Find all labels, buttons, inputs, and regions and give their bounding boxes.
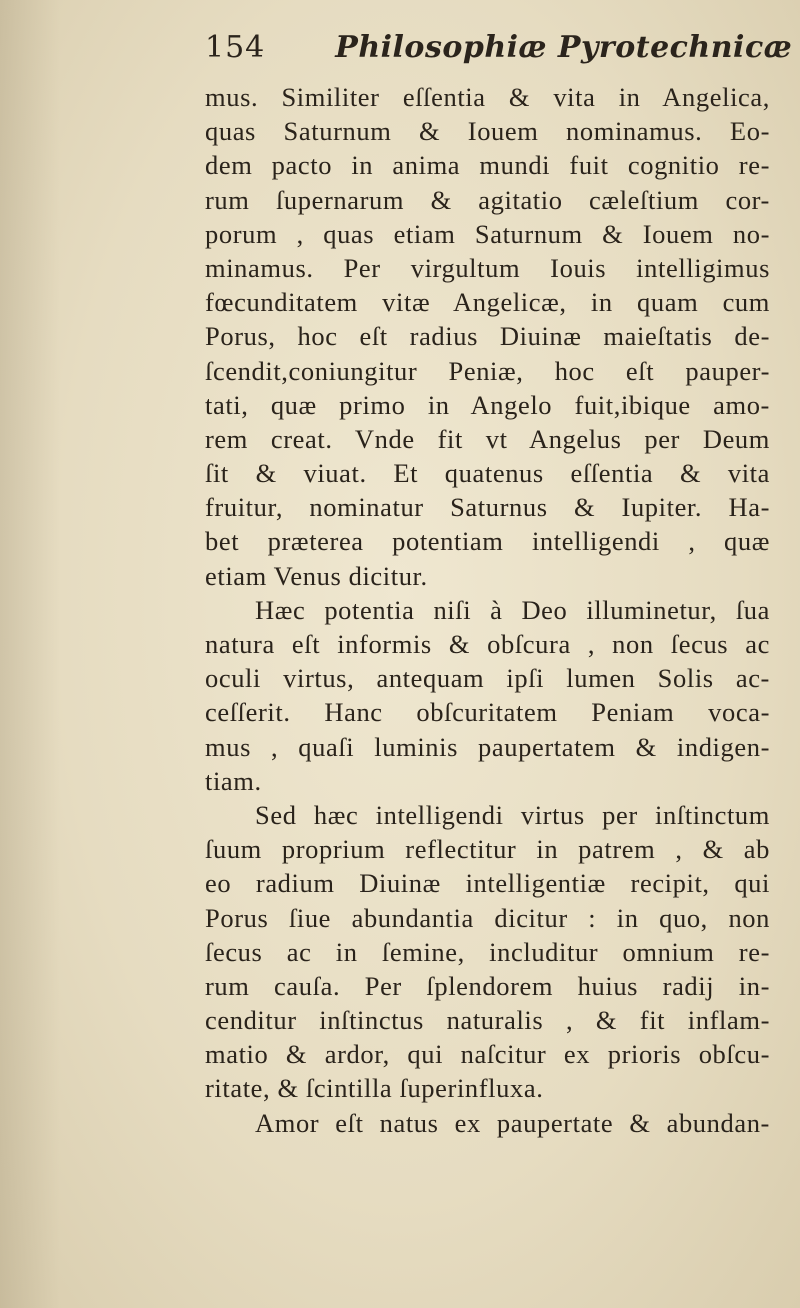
text-line: tati, quæ primo in Angelo fuit,ibique amo- <box>205 389 770 420</box>
text-line: rum ſupernarum & agitatio cæleſtium cor- <box>205 184 770 215</box>
text-line: quas Saturnum & Iouem nominamus. Eo- <box>205 116 770 147</box>
text-line: tiam. <box>205 765 262 796</box>
text-line: ritate, & ſcintilla ſuperinfluxa. <box>205 1073 544 1104</box>
text-line: Porus, hoc eſt radius Diuinæ maieſtatis de- <box>205 321 770 352</box>
text-line: mus , quaſi luminis paupertatem & indigen- <box>205 731 770 762</box>
text-line: porum , quas etiam Saturnum & Iouem no- <box>205 218 770 249</box>
text-line: cenditur inſtinctus naturalis , & fit inflam- <box>205 1005 770 1036</box>
text-line: rum cauſa. Per ſplendorem huius radij in- <box>205 970 770 1001</box>
text-line-paragraph-start: Amor eſt natus ex paupertate & abundan- <box>255 1107 770 1138</box>
gutter-shadow <box>0 0 60 1308</box>
running-title: Philosophiæ Pyrotechnicæ <box>335 30 793 65</box>
page-number: 154 <box>205 30 266 65</box>
text-line: ſecus ac in ſemine, includitur omnium re- <box>205 936 770 967</box>
text-line-paragraph-start: Sed hæc intelligendi virtus per inſtinctum <box>255 799 770 830</box>
text-line: mus. Similiter eſſentia & vita in Angelica, <box>205 82 770 112</box>
text-line: dem pacto in anima mundi fuit cognitio re- <box>205 150 770 181</box>
text-line: natura eſt informis & obſcura , non ſecus ac <box>205 629 770 659</box>
text-line: eo radium Diuinæ intelligentiæ recipit, qui <box>205 868 770 899</box>
text-line: fruitur, nominatur Saturnus & Iupiter. Ha- <box>205 492 770 523</box>
text-line: rem creat. Vnde fit vt Angelus per Deum <box>205 423 770 454</box>
text-line: matio & ardor, qui naſcitur ex prioris obſcu- <box>205 1039 770 1070</box>
text-line: minamus. Per virgultum Iouis intelligimus <box>205 252 770 283</box>
text-line: ſit & viuat. Et quatenus eſſentia & vita <box>205 458 770 489</box>
text-line: ceſſerit. Hanc obſcuritatem Peniam voca- <box>205 697 770 728</box>
text-line: fœcunditatem vitæ Angelicæ, in quam cum <box>205 287 770 318</box>
text-line: Porus ſiue abundantia dicitur : in quo, non <box>205 902 770 933</box>
page-header <box>205 30 793 80</box>
text-line: bet præterea potentiam intelligendi , quæ <box>205 526 770 557</box>
text-line: oculi virtus, antequam ipſi lumen Solis ac- <box>205 663 770 694</box>
body-text <box>205 80 770 1140</box>
text-line: ſuum proprium reflectitur in patrem , & ab <box>205 834 770 865</box>
text-line-paragraph-start: Hæc potentia niſi à Deo illuminetur, ſua <box>255 594 770 625</box>
text-line: etiam Venus dicitur. <box>205 560 428 591</box>
text-line: ſcendit,coniungitur Peniæ, hoc eſt pauper- <box>205 355 770 386</box>
